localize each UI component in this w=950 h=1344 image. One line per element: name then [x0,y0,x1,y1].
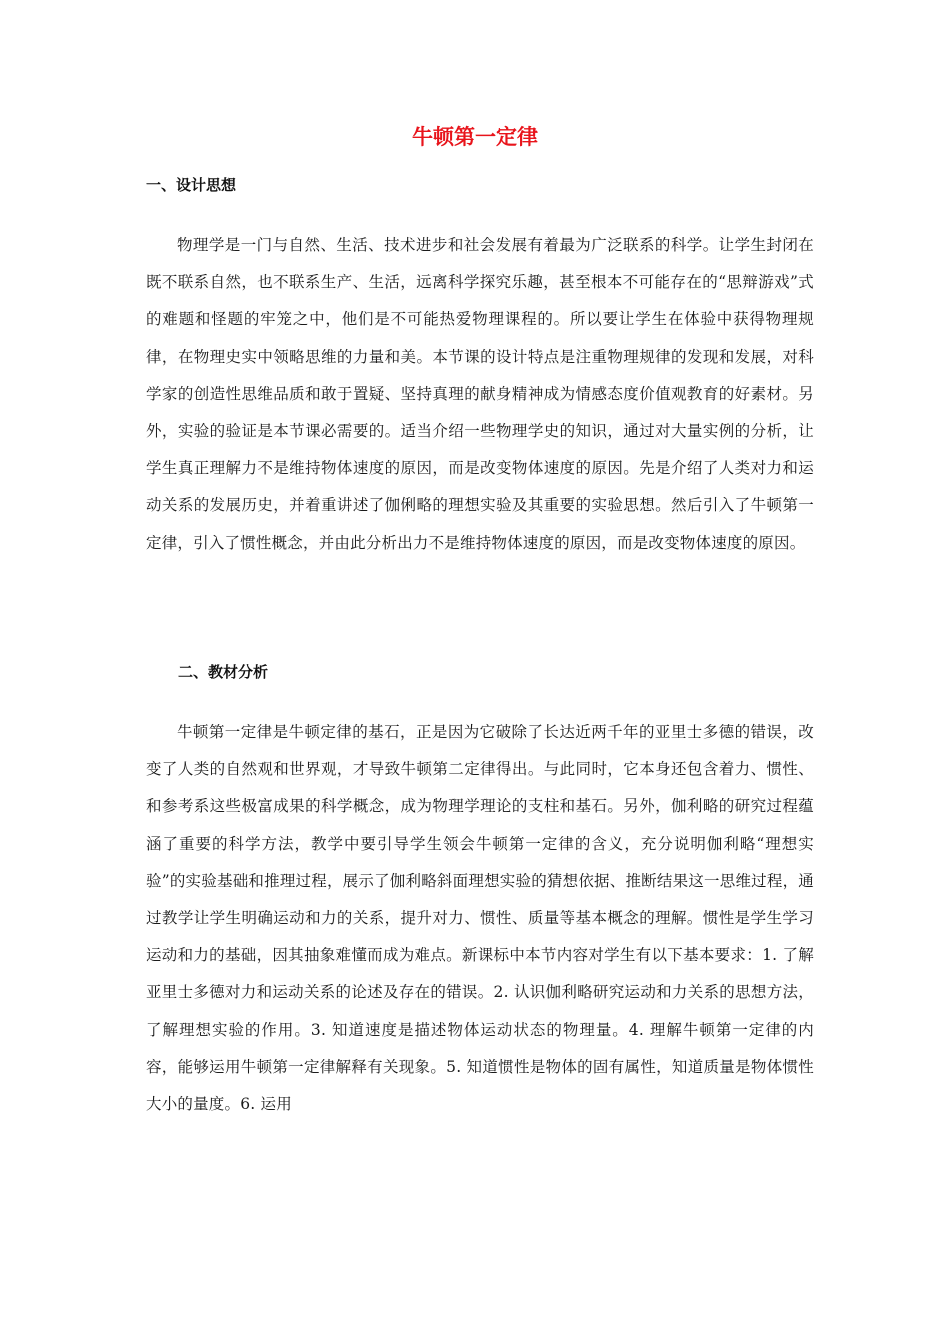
section-heading-design: 一、设计思想 [146,176,237,194]
document-title: 牛顿第一定律 [412,125,538,149]
section-paragraph-analysis: 牛顿第一定律是牛顿定律的基石，正是因为它破除了长达近两千年的亚里士多德的错误，改变了人类的自然观和世界观，才导致牛顿第二定律得出。与此同时，它本身还包含着力、惯性、和参考系这些极富成果的科学概念，成为物理学理论的支柱和基石。另外，伽利略的研究过程蕴涵了重要的科学方法，教学中要引导学生领会牛顿第一定律的含义，充分说明伽利略“理想实验”的实验基础和推理过程，展示了伽利略斜面理想实验的猜想依据、推断结果这一思维过程，通过教学让学生明确运动和力的关系，提升对力、惯性、质量等基本概念的理解。惯性是学生学习运动和力的基础，因其抽象难懂而成为难点。新课标中本节内容对学生有以下基本要求：1. 了解亚里士多德对力和运动关系的论述及存在的错误。2. 认识伽利略研究运动和力关系的思想方法，了解理想实验的作用。3. 知道速度是描述物体运动状态的物理量。4. 理解牛顿第一定律的内容，能够运用牛顿第一定律解释有关现象。5. 知道惯性是物体的固有属性，知道质量是物体惯性大小的量度。6. 运用 [146,723,814,1114]
section-paragraph-design: 物理学是一门与自然、生活、技术进步和社会发展有着最为广泛联系的科学。让学生封闭在既不联系自然，也不联系生产、生活，远离科学探究乐趣，甚至根本不可能存在的“思辩游戏”式的难题和怪题的牢笼之中，他们是不可能热爱物理课程的。所以要让学生在体验中获得物理规律，在物理史实中领略思维的力量和美。本节课的设计特点是注重物理规律的发现和发展，对科学家的创造性思维品质和敢于置疑、坚持真理的献身精神成为情感态度价值观教育的好素材。另外，实验的验证是本节课必需要的。适当介绍一些物理学史的知识，通过对大量实例的分析，让学生真正理解力不是维持物体速度的原因，而是改变物体速度的原因。先是介绍了人类对力和运动关系的发展历史，并着重讲述了伽俐略的理想实验及其重要的实验思想。然后引入了牛顿第一定律，引入了惯性概念，并由此分析出力不是维持物体速度的原因，而是改变物体速度的原因。 [146,236,814,552]
section-heading-analysis: 二、教材分析 [178,663,269,681]
